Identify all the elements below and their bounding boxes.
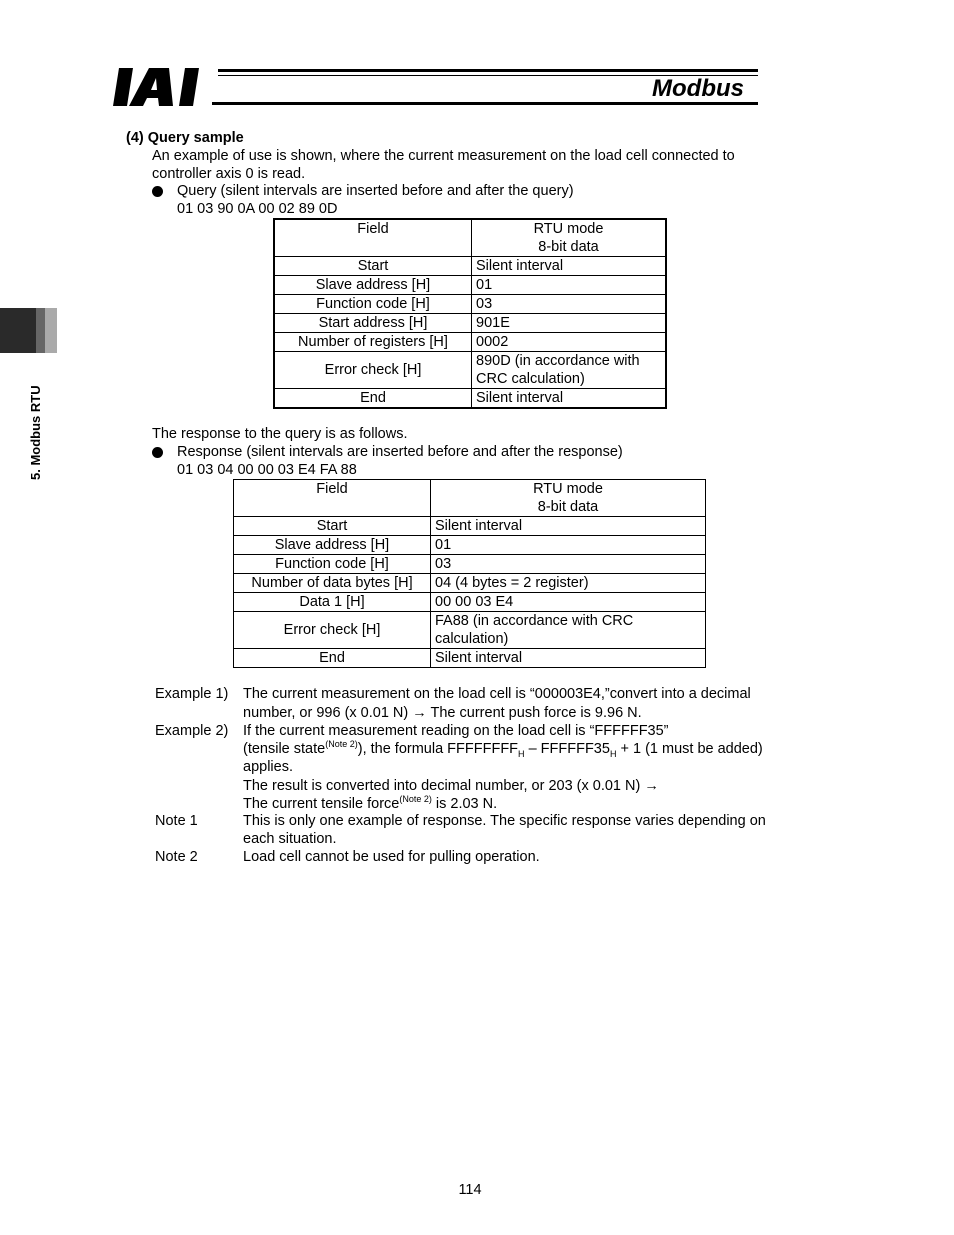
field-cell: Start bbox=[274, 257, 472, 276]
example1-label: Example 1) bbox=[155, 686, 229, 702]
intro-line-2: controller axis 0 is read. bbox=[152, 166, 306, 182]
field-cell: Number of data bytes [H] bbox=[234, 574, 431, 593]
value-cell: 03 bbox=[431, 555, 706, 574]
hex-subscript: H bbox=[609, 748, 617, 759]
note2-line1: Load cell cannot be used for pulling operation. bbox=[243, 849, 540, 865]
field-cell: End bbox=[234, 649, 431, 668]
value-line2: calculation) bbox=[435, 631, 509, 647]
chapter-label: 5. Modbus RTU bbox=[28, 385, 43, 480]
table-row bbox=[234, 517, 706, 536]
value-cell: 901E bbox=[472, 314, 667, 333]
intro-line-1: An example of use is shown, where the current measurement on the load cell connected to bbox=[152, 148, 735, 164]
value-cell: 03 bbox=[472, 295, 667, 314]
response-bytes: 01 03 04 00 00 03 E4 FA 88 bbox=[177, 462, 357, 478]
table-header-row bbox=[274, 219, 666, 257]
field-cell: Start address [H] bbox=[274, 314, 472, 333]
table-row bbox=[234, 612, 706, 649]
table-row bbox=[234, 649, 706, 668]
value-cell: 01 bbox=[472, 276, 667, 295]
page-number: 114 bbox=[458, 1182, 482, 1198]
iai-logo bbox=[113, 68, 211, 106]
example2-line5 bbox=[243, 795, 497, 813]
value-cell: Silent interval bbox=[472, 389, 667, 409]
table-header-row bbox=[234, 480, 706, 517]
field-cell: Error check [H] bbox=[274, 352, 472, 389]
hex-subscript: H bbox=[518, 748, 525, 759]
text: is 2.03 N. bbox=[431, 796, 498, 812]
table-row bbox=[274, 257, 666, 276]
value-line2: CRC calculation) bbox=[476, 371, 585, 387]
example2-line4: The result is converted into decimal number, or 203 (x 0.01 N) → bbox=[243, 778, 659, 794]
example1-line1: The current measurement on the load cell is “000003E4,”convert into a decimal bbox=[243, 686, 751, 702]
value-cell: 01 bbox=[431, 536, 706, 555]
field-cell: Start bbox=[234, 517, 431, 536]
example2-line1: If the current measurement reading on the load cell is “FFFFFF35” bbox=[243, 723, 669, 739]
header-mode-line2: 8-bit data bbox=[538, 239, 599, 255]
bullet-icon bbox=[152, 447, 163, 458]
value-line1: 890D (in accordance with bbox=[476, 353, 640, 369]
value-cell bbox=[472, 352, 667, 389]
text: (tensile state bbox=[243, 741, 326, 757]
response-table bbox=[233, 479, 706, 668]
note-ref: (Note 2) bbox=[325, 739, 358, 750]
header-field: Field bbox=[234, 480, 431, 517]
value-cell: 00 00 03 E4 bbox=[431, 593, 706, 612]
brand-title: Modbus bbox=[652, 75, 744, 102]
table-row bbox=[234, 536, 706, 555]
note-ref: (Note 2) bbox=[399, 794, 432, 805]
field-cell: Function code [H] bbox=[274, 295, 472, 314]
field-cell: Data 1 [H] bbox=[234, 593, 431, 612]
table-row bbox=[234, 574, 706, 593]
note1-label: Note 1 bbox=[155, 813, 198, 829]
note1-line2: each situation. bbox=[243, 831, 337, 847]
example2-line2 bbox=[243, 740, 763, 758]
table-row bbox=[274, 352, 666, 389]
chapter-tab-shade bbox=[36, 308, 45, 353]
table-row bbox=[274, 314, 666, 333]
value-cell: 04 (4 bytes = 2 register) bbox=[431, 574, 706, 593]
value-cell: Silent interval bbox=[431, 517, 706, 536]
chapter-tab-light bbox=[45, 308, 57, 353]
response-intro: The response to the query is as follows. bbox=[152, 426, 408, 442]
header-mode bbox=[431, 480, 706, 517]
text: ), the formula FFFFFFFF bbox=[357, 741, 519, 757]
table-row bbox=[274, 333, 666, 352]
field-cell: End bbox=[274, 389, 472, 409]
field-cell: Function code [H] bbox=[234, 555, 431, 574]
example1-line2: number, or 996 (x 0.01 N) → The current push force is 9.96 N. bbox=[243, 705, 642, 721]
value-cell bbox=[431, 612, 706, 649]
header-rule bbox=[218, 69, 758, 72]
query-bullet-text: Query (silent intervals are inserted before and after the query) bbox=[177, 183, 574, 199]
note2-label: Note 2 bbox=[155, 849, 198, 865]
header-mode-line1: RTU mode bbox=[533, 221, 604, 237]
response-bullet-text: Response (silent intervals are inserted before and after the response) bbox=[177, 444, 623, 460]
bullet-icon bbox=[152, 186, 163, 197]
query-bytes: 01 03 90 0A 00 02 89 0D bbox=[177, 201, 338, 217]
table-row bbox=[234, 555, 706, 574]
field-cell: Slave address [H] bbox=[274, 276, 472, 295]
value-cell: 0002 bbox=[472, 333, 667, 352]
value-line1: FA88 (in accordance with CRC bbox=[435, 613, 634, 629]
table-row bbox=[274, 295, 666, 314]
field-cell: Error check [H] bbox=[234, 612, 431, 649]
query-table bbox=[273, 218, 667, 409]
text: The current tensile force bbox=[243, 796, 400, 812]
value-cell: Silent interval bbox=[472, 257, 667, 276]
table-row bbox=[274, 389, 666, 409]
field-cell: Slave address [H] bbox=[234, 536, 431, 555]
note1-line1: This is only one example of response. The specific response varies depending on bbox=[243, 813, 766, 829]
example2-line3: applies. bbox=[243, 759, 293, 775]
header-mode-line2: 8-bit data bbox=[537, 499, 599, 515]
table-row bbox=[234, 593, 706, 612]
value-cell: Silent interval bbox=[431, 649, 706, 668]
header-field: Field bbox=[274, 219, 472, 257]
section-heading: (4) Query sample bbox=[126, 130, 244, 146]
text: + 1 (1 must be added) bbox=[616, 741, 763, 757]
text: – FFFFFF35 bbox=[524, 741, 610, 757]
field-cell: Number of registers [H] bbox=[274, 333, 472, 352]
header-mode bbox=[472, 219, 667, 257]
chapter-tab bbox=[0, 308, 36, 353]
example2-label: Example 2) bbox=[155, 723, 229, 739]
table-row bbox=[274, 276, 666, 295]
header-mode-line1: RTU mode bbox=[533, 481, 603, 497]
